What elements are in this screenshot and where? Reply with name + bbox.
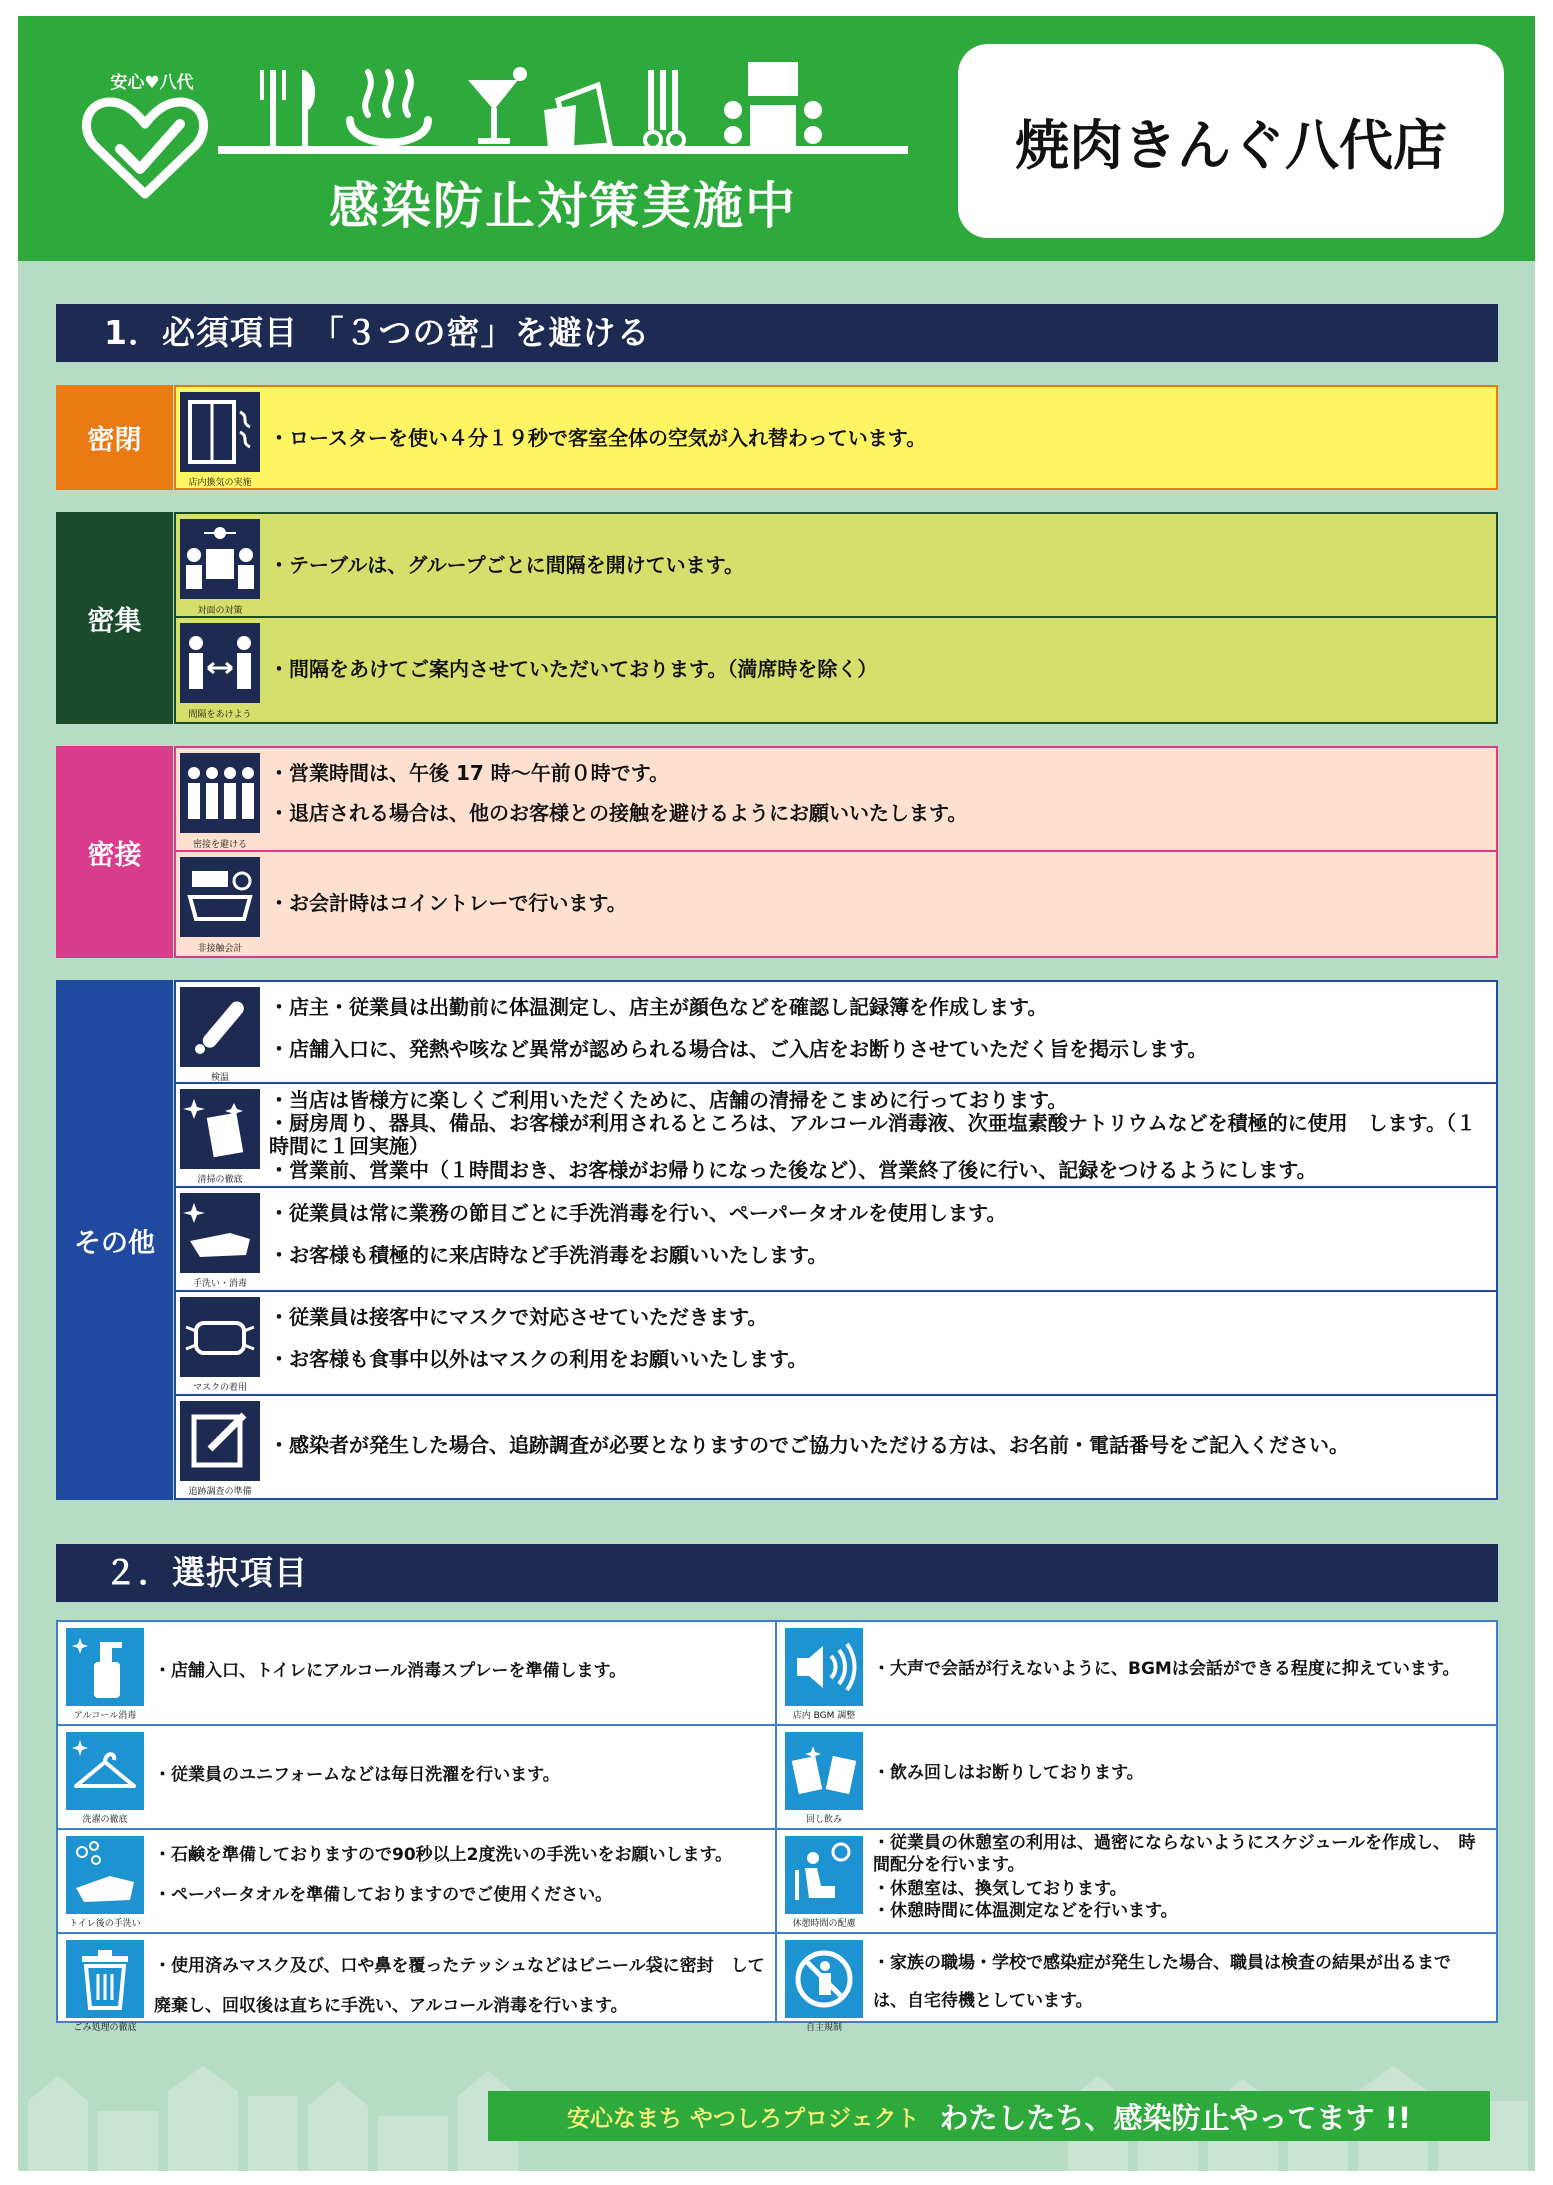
opt-no-sharing xyxy=(777,1726,1496,1830)
cleaning-icon xyxy=(180,1089,260,1169)
item-text: ・石鹸を準備しておりますので90秒以上2度洗いの手洗いをお願いします。 xyxy=(154,1845,733,1865)
item-text: ・休憩室は、換気しております。 xyxy=(873,1879,1127,1899)
trash-can-icon xyxy=(66,1940,144,2018)
item-thermometer xyxy=(174,980,1498,1084)
icon-caption: 追跡調査の準備 xyxy=(188,1487,252,1497)
fork-knife-icon xyxy=(260,70,315,150)
item-text: ・退店される場合は、他のお客様との接触を避けるようにお願いいたします。 xyxy=(269,801,968,825)
item-keep-distance xyxy=(174,618,1498,724)
icon-caption: 洗濯の徹底 xyxy=(82,1815,128,1825)
logo-text: 安心♥八代 xyxy=(110,73,194,93)
hot-spring-icon xyxy=(350,72,428,143)
thermometer-icon xyxy=(180,987,260,1067)
icon-caption: 自主規制 xyxy=(805,2023,842,2033)
item-text: ・営業前、営業中（１時間おき、お客様がお帰りになった後など）、営業終了後に行い、記録をつけるようにします。 xyxy=(269,1158,1317,1182)
icon-caption: 回し飲み xyxy=(805,1815,842,1825)
banner-title: 感染防止対策実施中 xyxy=(329,177,797,235)
icon-caption: トイレ後の手洗い xyxy=(69,1919,141,1929)
item-text: ・家族の職場・学校で感染症が発生した場合、職員は検査の結果が出るまで は、自宅待機としています。 xyxy=(873,1953,1468,2011)
opt-break-room xyxy=(777,1830,1496,1934)
opt-toilet-handwash xyxy=(58,1830,777,1934)
item-cleaning xyxy=(174,1084,1498,1188)
opt-alcohol xyxy=(58,1622,777,1726)
meeting-icon xyxy=(724,62,822,150)
shopping-bag-icon xyxy=(544,85,610,148)
item-ventilation xyxy=(174,385,1498,490)
item-text: ・店舗入口に、発熱や咳など異常が認められる場合は、ご入店をお断りさせていただく旨を掲示します。 xyxy=(269,1037,1208,1061)
hair-salon-icon xyxy=(645,70,684,148)
footer-slogan-bar xyxy=(488,2091,1490,2141)
cocktail-icon xyxy=(468,67,527,144)
item-notebook xyxy=(174,1396,1498,1500)
icon-caption: 検温 xyxy=(210,1073,229,1083)
opt-laundry xyxy=(58,1726,777,1830)
icon-caption: アルコール消毒 xyxy=(73,1711,137,1721)
icon-caption: 密接を避ける xyxy=(192,840,247,850)
ventilation-icon xyxy=(180,392,260,472)
item-text: ・間隔をあけてご案内させていただいております。（満席時を除く） xyxy=(269,657,878,681)
icon-caption: 対面の対策 xyxy=(197,606,243,616)
item-text: ・テーブルは、グループごとに間隔を開けています。 xyxy=(269,553,744,577)
opt-bgm xyxy=(777,1622,1496,1726)
break-room-icon xyxy=(785,1836,863,1914)
icon-caption: 間隔をあけよう xyxy=(188,710,252,720)
item-contactless-payment xyxy=(174,852,1498,958)
slogan-text: わたしたち、感染防止やってます !! xyxy=(939,2100,1412,2135)
project-name: 安心なまち やつしろプロジェクト xyxy=(566,2105,920,2132)
item-text: ・休憩時間に体温測定などを行います。 xyxy=(873,1901,1178,1921)
item-text: ・お客様も積極的に来店時など手洗消毒をお願いいたします。 xyxy=(269,1243,828,1267)
item-avoid-contact xyxy=(174,746,1498,852)
item-text: ・厨房周り、器具、備品、お客様が利用されるところは、アルコール消毒液、次亜塩素酸ナトリウムなどを積極的に使用 します。（１時間に１回実施） xyxy=(269,1111,1476,1158)
section2-title: ２．選択項目 xyxy=(56,1544,1498,1602)
item-text: ・使用済みマスク及び、口や鼻を覆ったテッシュなどはビニール袋に密封 して廃棄し、回収後は直ちに手洗い、アルコール消毒を行います。 xyxy=(154,1956,765,2016)
icon-caption: マスクの着用 xyxy=(192,1383,247,1393)
item-text: ・営業時間は、午後 17 時～午前０時です。 xyxy=(269,761,670,785)
icon-caption: 手洗い・消毒 xyxy=(192,1279,247,1289)
header-divider xyxy=(218,146,908,154)
item-text: ・感染者が発生した場合、追跡調査が必要となりますのでご協力いただける方は、お名前・電話番号をご記入ください。 xyxy=(269,1433,1349,1457)
heart-check-logo-icon xyxy=(80,94,210,204)
category-label-mippei: 密閉 xyxy=(56,385,173,490)
item-text: ・従業員のユニフォームなどは毎日洗濯を行います。 xyxy=(154,1765,560,1785)
item-text: ・お会計時はコイントレーで行います。 xyxy=(269,891,627,915)
notebook-icon xyxy=(180,1401,260,1481)
item-text: ・お客様も食事中以外はマスクの利用をお願いいたします。 xyxy=(269,1347,808,1371)
item-text: ・飲み回しはお断りしております。 xyxy=(873,1763,1144,1783)
avoid-contact-icon xyxy=(180,753,260,833)
poster xyxy=(18,16,1535,2171)
opt-self-restraint xyxy=(777,1934,1496,2033)
item-text: ・店主・従業員は出勤前に体温測定し、店主が顔色などを確認し記録簿を作成します。 xyxy=(269,995,1048,1019)
icon-caption: 休憩時間の配慮 xyxy=(792,1919,856,1929)
section1-title: 1．必須項目 「３つの密」を避ける xyxy=(56,304,1498,362)
icon-caption: 非接触会計 xyxy=(197,944,243,954)
item-mask xyxy=(174,1292,1498,1396)
hanger-icon xyxy=(66,1732,144,1810)
soap-hands-icon xyxy=(66,1836,144,1914)
item-text: ・ペーパータオルを準備しておりますのでご使用ください。 xyxy=(154,1885,613,1905)
item-handwash xyxy=(174,1188,1498,1292)
table-distance-icon xyxy=(180,519,260,599)
item-text: ・従業員は常に業務の節目ごとに手洗消毒を行い、ペーパータオルを使用します。 xyxy=(269,1201,1007,1225)
item-text: ・当店は皆様方に楽しくご利用いただくために、店舗の清掃をこまめに行っております。 xyxy=(269,1088,1068,1112)
item-text: ・ロースターを使い４分１９秒で客室全体の空気が入れ替わっています。 xyxy=(269,426,927,450)
category-label-missetsu: 密接 xyxy=(56,746,173,958)
speaker-icon xyxy=(785,1628,863,1706)
item-text: ・店舗入口、トイレにアルコール消毒スプレーを準備します。 xyxy=(154,1661,627,1681)
handwash-icon xyxy=(180,1193,260,1273)
alcohol-spray-icon xyxy=(66,1628,144,1706)
icon-caption: ごみ処理の徹底 xyxy=(73,2023,137,2033)
opt-trash xyxy=(58,1934,777,2033)
optional-items-grid xyxy=(56,1620,1498,2033)
store-name: 焼肉きんぐ八代店 xyxy=(958,44,1504,238)
contactless-payment-icon xyxy=(180,857,260,937)
icon-caption: 清掃の徹底 xyxy=(197,1175,243,1185)
icon-caption: 店内 BGM 調整 xyxy=(792,1711,856,1721)
item-text: ・従業員は接客中にマスクで対応させていただきます。 xyxy=(269,1305,768,1329)
item-text: ・大声で会話が行えないように、BGMは会話ができる程度に抑えています。 xyxy=(873,1659,1460,1679)
mask-icon xyxy=(180,1297,260,1377)
category-label-misshuu: 密集 xyxy=(56,512,173,724)
header-band xyxy=(18,16,1535,261)
icon-caption: 店内換気の実施 xyxy=(188,478,252,488)
category-label-sonota: その他 xyxy=(56,980,173,1500)
self-restraint-icon xyxy=(785,1940,863,2018)
facility-icons xyxy=(258,60,918,152)
keep-distance-icon xyxy=(180,623,260,703)
beer-mugs-icon xyxy=(785,1732,863,1810)
item-table-distance xyxy=(174,512,1498,618)
item-text: ・従業員の休憩室の利用は、過密にならないようにスケジュールを作成し、 時間配分を行います。 xyxy=(873,1833,1476,1875)
